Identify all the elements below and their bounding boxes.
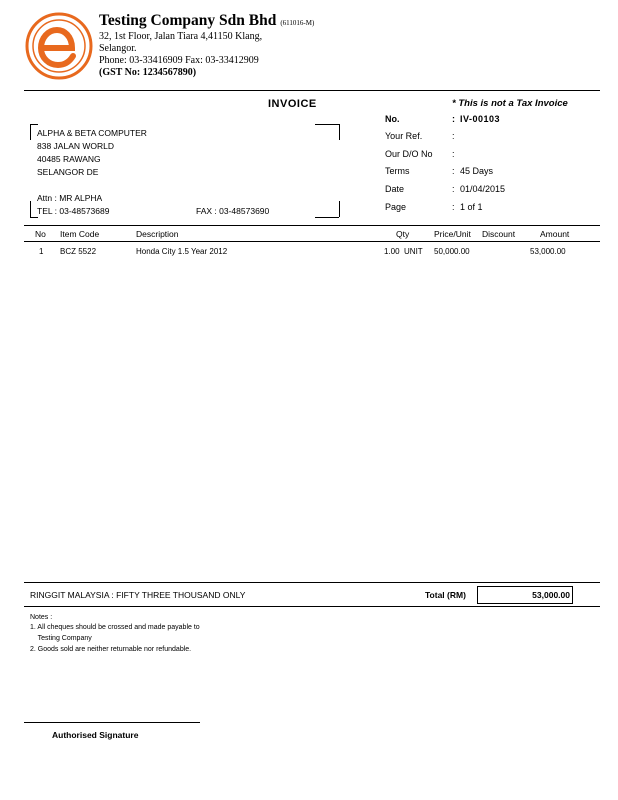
- cell-qty: 1.00 UNIT: [384, 247, 423, 256]
- company-gst: (GST No: 1234567890): [99, 67, 197, 78]
- table-header-divider: [24, 241, 600, 242]
- bill-bracket-tl-h: [30, 124, 38, 125]
- table-top-divider: [24, 225, 600, 226]
- meta-value-page: 1 of 1: [460, 202, 483, 212]
- invoice-title: INVOICE: [268, 98, 317, 110]
- signature-line: [24, 722, 200, 723]
- notes-heading: Notes :: [30, 614, 53, 621]
- meta-label-terms: Terms: [385, 166, 410, 176]
- meta-colon: :: [452, 149, 455, 159]
- bill-bracket-tl: [30, 124, 31, 140]
- company-logo: [24, 10, 94, 82]
- meta-colon: :: [452, 202, 455, 212]
- cell-price-unit: 50,000.00: [434, 247, 470, 256]
- bill-to-tel: TEL : 03-48573689: [37, 206, 110, 216]
- bill-to-line1: 838 JALAN WORLD: [37, 141, 114, 151]
- meta-label-no: No.: [385, 114, 400, 124]
- tax-invoice-note: * This is not a Tax Invoice: [452, 98, 568, 109]
- totals-divider: [24, 582, 600, 583]
- notes-line-2: Testing Company: [30, 635, 92, 642]
- bill-bracket-br: [339, 201, 340, 217]
- notes-line-3: 2. Goods sold are neither returnable nor refundable.: [30, 646, 192, 653]
- col-header-item-code: Item Code: [60, 229, 100, 239]
- meta-value-no: IV-00103: [460, 114, 501, 124]
- header-divider: [24, 90, 600, 91]
- company-address-line1: 32, 1st Floor, Jalan Tiara 4,41150 Klang,: [99, 31, 263, 42]
- cell-description: Honda City 1.5 Year 2012: [136, 247, 228, 256]
- col-header-price-unit: Price/Unit: [434, 229, 471, 239]
- col-header-amount: Amount: [540, 229, 570, 239]
- company-phone-fax: Phone: 03-33416909 Fax: 03-33412909: [99, 55, 259, 66]
- bill-bracket-tr-h: [315, 124, 339, 125]
- notes-divider: [24, 606, 600, 607]
- company-address-line2: Selangor.: [99, 43, 137, 54]
- bill-to-line3: SELANGOR DE: [37, 167, 99, 177]
- signature-label: Authorised Signature: [52, 730, 139, 740]
- cell-amount: 53,000.00: [530, 247, 566, 256]
- company-reg-no: (611016-M): [280, 19, 315, 27]
- bill-to-fax: FAX : 03-48573690: [196, 206, 270, 216]
- bill-bracket-br-h: [315, 217, 339, 218]
- col-header-discount: Discount: [482, 229, 516, 239]
- notes-line-1: 1. All cheques should be crossed and made payable to: [30, 624, 200, 631]
- bill-bracket-tr: [339, 124, 340, 140]
- meta-colon: :: [452, 131, 455, 141]
- meta-label-do-no: Our D/O No: [385, 149, 433, 159]
- meta-colon: :: [452, 184, 455, 194]
- bill-bracket-bl-h: [30, 217, 38, 218]
- meta-colon: :: [452, 114, 455, 124]
- bill-to-line2: 40485 RAWANG: [37, 154, 101, 164]
- col-header-description: Description: [136, 229, 179, 239]
- total-label: Total (RM): [425, 590, 466, 600]
- meta-label-page: Page: [385, 202, 407, 212]
- total-value: 53,000.00: [532, 590, 570, 600]
- meta-value-date: 01/04/2015: [460, 184, 506, 194]
- company-name: Testing Company Sdn Bhd (611016-M): [99, 12, 315, 29]
- cell-no: 1: [39, 247, 44, 256]
- amount-in-words: RINGGIT MALAYSIA : FIFTY THREE THOUSAND ONLY: [30, 590, 246, 600]
- bill-to-name: ALPHA & BETA COMPUTER: [37, 128, 147, 138]
- meta-value-terms: 45 Days: [460, 166, 494, 176]
- col-header-qty: Qty: [396, 229, 410, 239]
- bill-bracket-bl: [30, 201, 31, 217]
- cell-item-code: BCZ 5522: [60, 247, 97, 256]
- meta-label-your-ref: Your Ref.: [385, 131, 423, 141]
- meta-colon: :: [452, 166, 455, 176]
- col-header-no: No: [35, 229, 46, 239]
- meta-label-date: Date: [385, 184, 405, 194]
- bill-to-attn: Attn : MR ALPHA: [37, 193, 103, 203]
